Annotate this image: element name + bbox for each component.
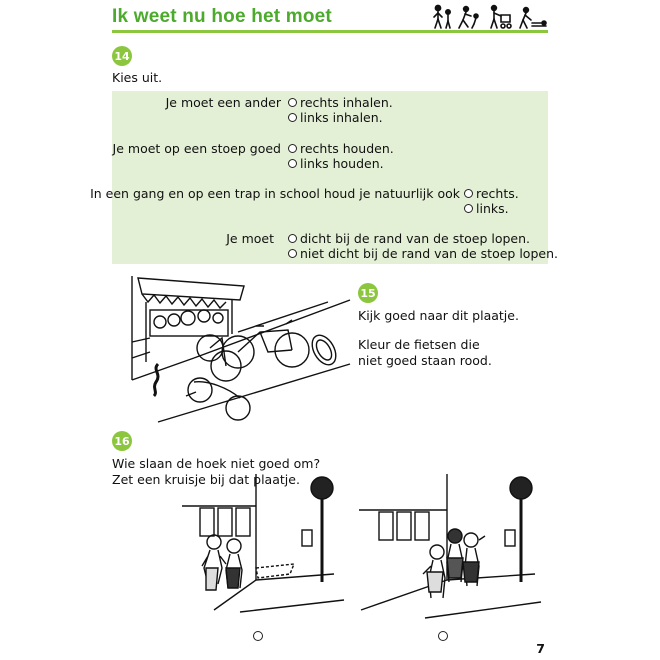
question-number-badge: 15 — [358, 283, 378, 303]
q14-option[interactable] — [288, 156, 394, 171]
radio-button[interactable] — [288, 249, 297, 258]
option-label: links. — [476, 201, 509, 216]
question-number-badge: 14 — [112, 46, 132, 66]
option-label: links inhalen. — [300, 110, 383, 125]
radio-button[interactable] — [288, 159, 297, 168]
q14-question-label: Je moet — [226, 231, 274, 246]
q16-line-2: Zet een kruisje bij dat plaatje. — [112, 472, 300, 487]
q16-line-1: Wie slaan de hoek niet goed om? — [112, 456, 321, 471]
radio-button[interactable] — [288, 144, 297, 153]
q14-question-label: Je moet een ander — [165, 95, 281, 110]
option-label: links houden. — [300, 156, 384, 171]
q14-option[interactable] — [464, 201, 519, 216]
q14-question-label: Je moet op een stoep goed — [112, 141, 281, 156]
q14-option[interactable] — [288, 141, 394, 156]
question-number-badge: 16 — [112, 431, 132, 451]
q15-line-3: niet goed staan rood. — [358, 353, 492, 368]
option-label: niet dicht bij de rand van de stoep lopen. — [300, 246, 558, 261]
q14-option[interactable] — [288, 246, 558, 261]
corner-pedestrians-illustration-1 — [178, 470, 350, 620]
page-title: Ik weet nu hoe het moet — [112, 6, 332, 27]
q14-option[interactable] — [288, 231, 558, 246]
q15-line-2: Kleur de fietsen die — [358, 337, 480, 352]
radio-button[interactable] — [464, 189, 473, 198]
radio-button[interactable] — [464, 204, 473, 213]
q14-option[interactable] — [288, 110, 393, 125]
title-rule — [112, 30, 548, 33]
q14-option[interactable] — [288, 95, 393, 110]
option-label: dicht bij de rand van de stoep lopen. — [300, 231, 531, 246]
q14-option[interactable] — [464, 186, 519, 201]
q15-line-1: Kijk goed naar dit plaatje. — [358, 308, 519, 323]
answer-checkbox-2[interactable] — [438, 631, 451, 641]
answer-checkbox-1[interactable] — [253, 631, 266, 641]
page-number: 7 — [536, 641, 545, 656]
option-label: rechts houden. — [300, 141, 394, 156]
q14-question-label: In een gang en op een trap in school houd je natuurlijk ook — [90, 186, 460, 201]
radio-button[interactable] — [288, 113, 297, 122]
q14-instruction: Kies uit. — [112, 70, 163, 85]
option-label: rechts. — [476, 186, 519, 201]
option-label: rechts inhalen. — [300, 95, 393, 110]
radio-button[interactable] — [288, 234, 297, 243]
radio-button[interactable] — [288, 98, 297, 107]
bicycles-shop-illustration — [128, 272, 350, 430]
walking-figures-icon — [432, 4, 548, 30]
corner-pedestrians-illustration-2 — [355, 470, 545, 620]
